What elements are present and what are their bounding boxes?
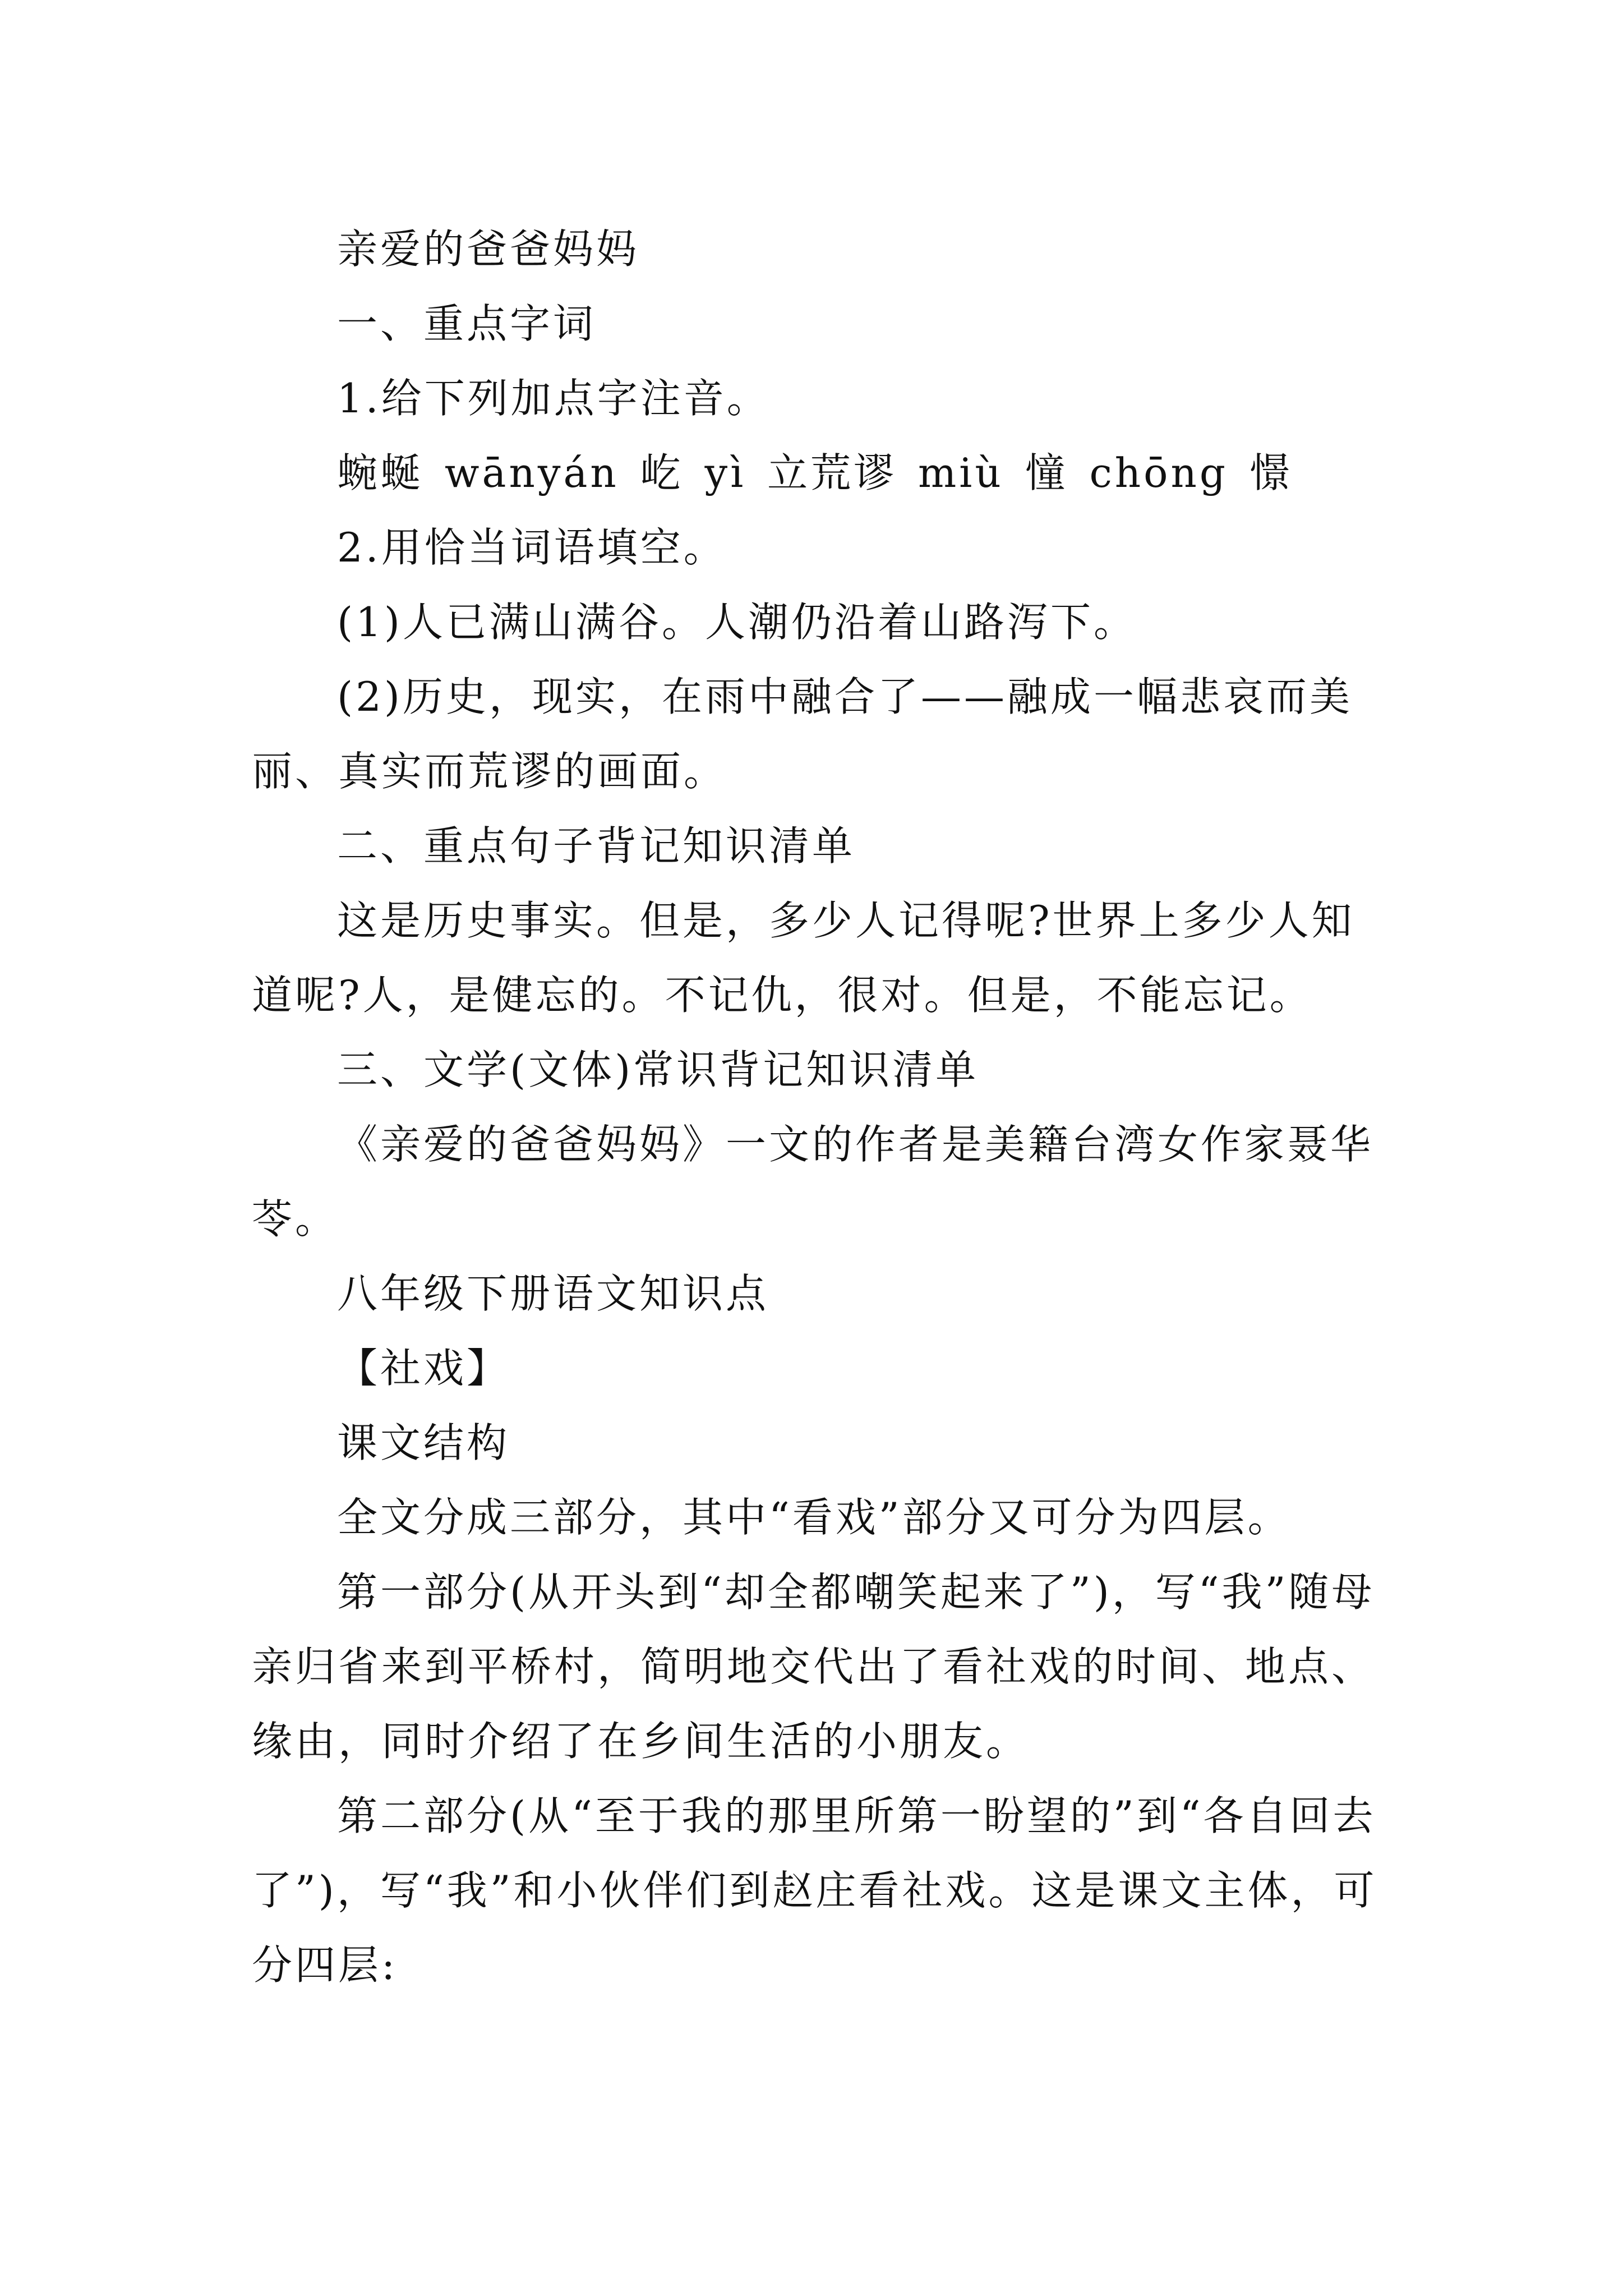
part-1: 第一部分(从开头到“却全都嘲笑起来了”)，写“我”随母亲归省来到平桥村，简明地交代出了看社戏的时间、地点、缘由，同时介绍了在乡间生活的小朋友。 xyxy=(252,1568,1375,1765)
key-sentence: 这是历史事实。但是，多少人记得呢?世界上多少人知道呢?人，是健忘的。不记仇，很对。但是，不能忘记。 xyxy=(252,897,1355,1019)
item-1: (1)人已满山满谷。人潮仍沿着山路泻下。 xyxy=(337,599,1137,646)
lesson-title: 【社戏】 xyxy=(337,1345,510,1392)
part-2: 第二部分(从“至于我的那里所第一盼望的”到“各自回去了”)，写“我”和小伙伴们到赵庄看社戏。这是课文主体，可分四层: xyxy=(252,1792,1377,1989)
document-body xyxy=(252,212,1381,2003)
grade-heading: 八年级下册语文知识点 xyxy=(337,1270,769,1317)
question-2: 2.用恰当词语填空。 xyxy=(337,524,727,571)
heading-title: 亲爱的爸爸妈妈 xyxy=(337,226,640,273)
structure-summary: 全文分成三部分，其中“看戏”部分又可分为四层。 xyxy=(337,1494,1291,1541)
section-heading-1: 一、重点字词 xyxy=(337,300,597,347)
author-note: 《亲爱的爸爸妈妈》一文的作者是美籍台湾女作家聂华苓。 xyxy=(252,1121,1374,1243)
item-2: (2)历史，现实，在雨中融合了——融成一幅悲哀而美丽、真实而荒谬的画面。 xyxy=(252,673,1353,795)
pinyin-line: 蜿蜒 wānyán 屹 yì 立荒谬 miù 憧 chōng 憬 xyxy=(337,449,1293,496)
section-heading-2: 二、重点句子背记知识清单 xyxy=(337,822,856,869)
question-1: 1.给下列加点字注音。 xyxy=(337,375,770,422)
structure-heading: 课文结构 xyxy=(337,1419,510,1466)
section-heading-3: 三、文学(文体)常识背记知识清单 xyxy=(337,1046,979,1093)
